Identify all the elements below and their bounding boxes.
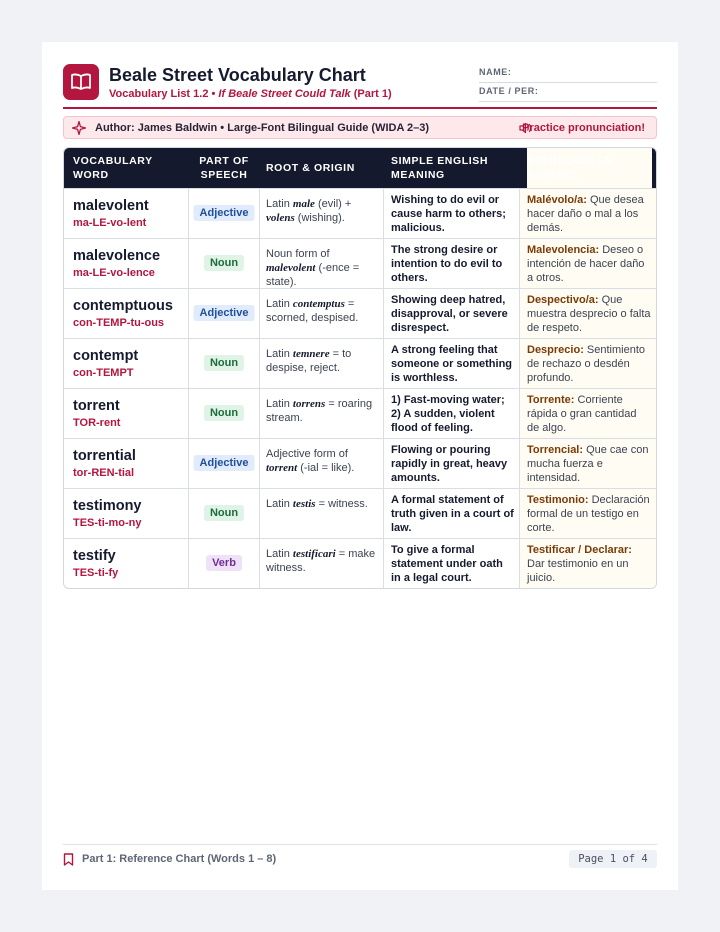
column-divider: [259, 439, 260, 488]
column-divider: [519, 189, 520, 238]
part-of-speech-badge: Verb: [206, 555, 242, 571]
part-of-speech-badge: Noun: [204, 255, 244, 271]
page-title: Beale Street Vocabulary Chart: [109, 65, 366, 85]
part-of-speech-badge: Adjective: [194, 205, 255, 221]
phonetic-spelling: TOR-rent: [73, 417, 121, 429]
root-origin-text: Latin testis = witness.: [266, 498, 368, 510]
footer-divider: [63, 844, 657, 845]
part-of-speech-badge: Adjective: [194, 305, 255, 321]
part-of-speech-badge: Noun: [204, 405, 244, 421]
column-divider: [259, 189, 260, 238]
english-meaning: Showing deep hatred, disapproval, or severe disrespect.: [391, 294, 508, 334]
spanish-def-text: Sentimiento de rechazo o desdén profundo.: [527, 344, 646, 384]
page-subtitle: [109, 88, 392, 100]
column-divider: [188, 289, 189, 338]
column-header-root: ROOT & ORIGIN: [266, 162, 355, 174]
spanish-definition: [527, 443, 651, 485]
column-divider: [188, 489, 189, 538]
column-divider: [383, 389, 384, 438]
column-header-spanish: DEFINICIÓN EN ESPAÑOL: [527, 148, 652, 188]
column-divider: [519, 439, 520, 488]
table-row: [64, 238, 656, 288]
english-cell: [384, 389, 519, 438]
root-cell: [260, 539, 383, 588]
spanish-def-text: Que cae con mucha fuerza e intensidad.: [527, 444, 649, 484]
column-divider: [188, 389, 189, 438]
spanish-definition: [527, 493, 651, 535]
root-cell: [260, 489, 383, 538]
spanish-cell: [520, 489, 656, 538]
word-cell: [64, 389, 188, 438]
table-row: [64, 438, 656, 488]
english-meaning: Flowing or pouring rapidly in great, heavy amounts.: [391, 444, 508, 484]
column-divider: [188, 189, 189, 238]
pos-cell: [189, 189, 259, 238]
part-of-speech-badge: Noun: [204, 505, 244, 521]
spanish-def-text: Que muestra desprecio o falta de respeto.: [527, 294, 651, 334]
spanish-term: Testimonio:: [527, 494, 589, 506]
column-divider: [259, 339, 260, 388]
spanish-cell: [520, 339, 656, 388]
phonetic-spelling: TES-ti-fy: [73, 567, 119, 579]
column-divider: [383, 439, 384, 488]
phonetic-spelling: con-TEMP-tu-ous: [73, 317, 165, 329]
phonetic-spelling: ma-LE-vo-lence: [73, 267, 155, 279]
spanish-definition: [527, 193, 651, 235]
column-divider: [259, 389, 260, 438]
english-cell: [384, 239, 519, 288]
root-cell: [260, 439, 383, 488]
column-divider: [188, 539, 189, 588]
table-row: [64, 188, 656, 238]
english-meaning: 1) Fast-moving water; 2) A sudden, violent flood of feeling.: [391, 394, 505, 434]
column-divider: [383, 489, 384, 538]
bookmark-icon: [63, 853, 74, 866]
subtitle-prefix: Vocabulary List 1.2 •: [109, 88, 219, 100]
vocabulary-word: contempt: [73, 348, 139, 364]
author-text: Author: James Baldwin • Large-Font Bilingual Guide (WIDA 2–3): [95, 122, 430, 134]
column-divider: [519, 489, 520, 538]
phonetic-spelling: con-TEMPT: [73, 367, 134, 379]
column-divider: [383, 239, 384, 288]
root-cell: [260, 189, 383, 238]
root-origin-text: Latin testificari = make witness.: [266, 548, 376, 574]
column-divider: [188, 339, 189, 388]
pos-cell: [189, 289, 259, 338]
root-cell: [260, 389, 383, 438]
subtitle-suffix: (Part 1): [350, 88, 392, 100]
spanish-def-text: Declaración formal de un testigo en corte.: [527, 494, 650, 534]
pos-cell: [189, 339, 259, 388]
spanish-definition: [527, 393, 651, 435]
worksheet-page: [42, 42, 678, 890]
root-cell: [260, 239, 383, 288]
pos-cell: [189, 439, 259, 488]
spanish-cell: [520, 539, 656, 588]
vocabulary-word: torrent: [73, 398, 120, 414]
name-field[interactable]: [479, 67, 657, 83]
book-title: If Beale Street Could Talk: [218, 88, 351, 100]
phonetic-spelling: ma-LE-vo-lent: [73, 217, 147, 229]
pos-cell: [189, 489, 259, 538]
date-label: DATE / PER:: [479, 86, 539, 96]
footer-section-label: Part 1: Reference Chart (Words 1 – 8): [82, 853, 277, 865]
page-header: [63, 64, 657, 110]
spanish-term: Desprecio:: [527, 344, 584, 356]
vocabulary-word: malevolence: [73, 248, 161, 264]
spanish-term: Testificar / Declarar:: [527, 544, 632, 556]
spanish-definition: [527, 543, 651, 585]
column-divider: [383, 339, 384, 388]
header-divider: [63, 107, 657, 109]
vocabulary-word: testimony: [73, 498, 142, 514]
logo-badge: [63, 64, 99, 100]
word-cell: [64, 539, 188, 588]
english-meaning: The strong desire or intention to do evil to others.: [391, 244, 503, 284]
spanish-cell: [520, 289, 656, 338]
word-cell: [64, 339, 188, 388]
page-number-badge: Page 1 of 4: [569, 850, 657, 868]
table-row: [64, 288, 656, 338]
spanish-def-text: Que desea hacer daño o mal a los demás.: [527, 194, 644, 234]
sparkle-icon: [72, 121, 86, 135]
vocabulary-word: torrential: [73, 448, 136, 464]
column-header-word: VOCABULARY WORD: [73, 155, 153, 181]
spanish-term: Despectivo/a:: [527, 294, 599, 306]
word-cell: [64, 189, 188, 238]
pos-cell: [189, 539, 259, 588]
name-label: NAME:: [479, 67, 512, 77]
open-book-icon: [71, 73, 91, 91]
spanish-term: Torrencial:: [527, 444, 584, 456]
spanish-cell: [520, 239, 656, 288]
column-divider: [259, 489, 260, 538]
part-of-speech-badge: Adjective: [194, 455, 255, 471]
column-header-english: SIMPLE ENGLISH MEANING: [391, 155, 489, 181]
column-divider: [519, 289, 520, 338]
word-cell: [64, 489, 188, 538]
english-cell: [384, 189, 519, 238]
table-row: [64, 388, 656, 438]
english-cell: [384, 289, 519, 338]
spanish-term: Malévolo/a:: [527, 194, 587, 206]
author-banner: [63, 116, 657, 139]
spanish-definition: [527, 343, 651, 385]
spanish-cell: [520, 189, 656, 238]
english-cell: [384, 539, 519, 588]
vocabulary-word: testify: [73, 548, 116, 564]
phonetic-spelling: tor-REN-tial: [73, 467, 135, 479]
date-field[interactable]: [479, 86, 657, 102]
pos-cell: [189, 389, 259, 438]
spanish-definition: [527, 293, 651, 335]
phonetic-spelling: TES-ti-mo-ny: [73, 517, 142, 529]
column-divider: [259, 539, 260, 588]
spanish-term: Torrente:: [527, 394, 575, 406]
root-origin-text: Latin torrens = roaring stream.: [266, 398, 373, 424]
root-origin-text: Noun form of malevolent (-ence = state).: [266, 248, 360, 288]
table-row: [64, 538, 656, 588]
english-meaning: A formal statement of truth given in a court of law.: [391, 494, 514, 534]
column-divider: [259, 289, 260, 338]
vocabulary-word: contemptuous: [73, 298, 173, 314]
column-header-pos: PART OF SPEECH: [199, 155, 249, 181]
table-row: [64, 338, 656, 388]
column-divider: [519, 539, 520, 588]
vocabulary-table: [63, 147, 657, 589]
english-meaning: Wishing to do evil or cause harm to others; malicious.: [391, 194, 506, 234]
column-divider: [383, 289, 384, 338]
table-row: [64, 488, 656, 538]
english-cell: [384, 439, 519, 488]
english-cell: [384, 489, 519, 538]
column-divider: [519, 389, 520, 438]
part-of-speech-badge: Noun: [204, 355, 244, 371]
word-cell: [64, 239, 188, 288]
table-header-row: [64, 148, 656, 188]
spanish-def-text: Dar testimonio en un juicio.: [527, 558, 629, 584]
spanish-cell: [520, 439, 656, 488]
english-meaning: A strong feeling that someone or something is worthless.: [391, 344, 513, 384]
practice-pronunciation-link[interactable]: Practice pronunciation!: [522, 122, 645, 134]
pos-cell: [189, 239, 259, 288]
root-origin-text: Latin male (evil) + volens (wishing).: [266, 198, 352, 224]
column-divider: [383, 539, 384, 588]
english-meaning: To give a formal statement under oath in a legal court.: [391, 544, 503, 584]
word-cell: [64, 289, 188, 338]
column-divider: [188, 239, 189, 288]
vocabulary-word: malevolent: [73, 198, 149, 214]
root-origin-text: Latin temnere = to despise, reject.: [266, 348, 352, 374]
column-divider: [519, 339, 520, 388]
english-cell: [384, 339, 519, 388]
column-divider: [188, 439, 189, 488]
spanish-def-text: Deseo o intención de hacer daño a otros.: [527, 244, 645, 284]
spanish-def-text: Corriente rápida o gran cantidad de algo.: [527, 394, 637, 434]
root-origin-text: Latin contemptus = scorned, despised.: [266, 298, 359, 324]
column-divider: [383, 189, 384, 238]
word-cell: [64, 439, 188, 488]
column-divider: [519, 239, 520, 288]
spanish-definition: [527, 243, 651, 285]
root-cell: [260, 289, 383, 338]
root-cell: [260, 339, 383, 388]
spanish-term: Malevolencia:: [527, 244, 600, 256]
column-divider: [259, 239, 260, 288]
root-origin-text: Adjective form of torrent (-ial = like).: [266, 448, 355, 474]
spanish-cell: [520, 389, 656, 438]
